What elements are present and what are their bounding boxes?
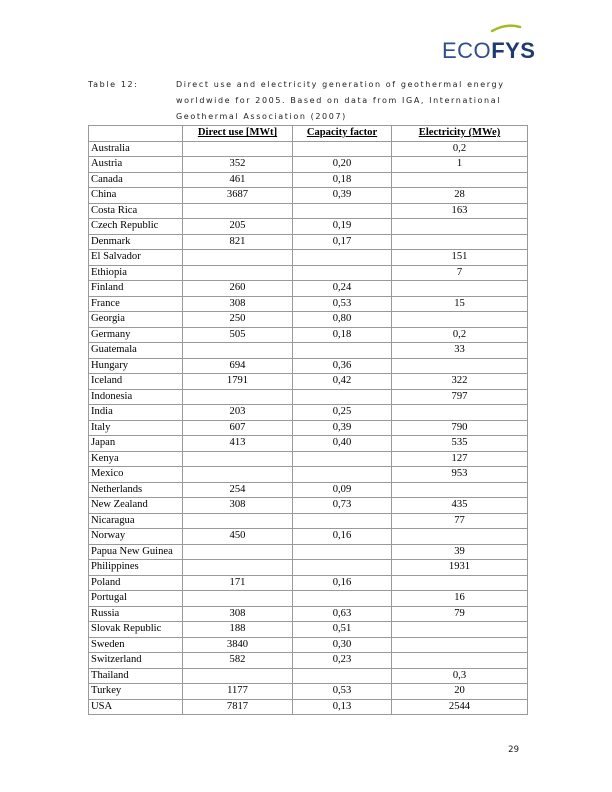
table-row — [89, 513, 528, 529]
cell-direct-use: 461 — [183, 172, 293, 188]
table-row — [89, 157, 528, 173]
cell-country: Norway — [89, 529, 183, 545]
cell-direct-use: 203 — [183, 405, 293, 421]
cell-direct-use: 308 — [183, 296, 293, 312]
cell-capacity-factor: 0,09 — [293, 482, 392, 498]
cell-capacity-factor: 0,17 — [293, 234, 392, 250]
cell-country: China — [89, 188, 183, 204]
table-row — [89, 265, 528, 281]
table-row — [89, 467, 528, 483]
cell-country: Ethiopia — [89, 265, 183, 281]
table-row — [89, 575, 528, 591]
cell-country: Thailand — [89, 668, 183, 684]
cell-direct-use: 188 — [183, 622, 293, 638]
cell-country: Indonesia — [89, 389, 183, 405]
cell-electricity — [392, 575, 528, 591]
cell-direct-use — [183, 544, 293, 560]
brand-part1: ECO — [442, 38, 492, 63]
cell-electricity: 0,3 — [392, 668, 528, 684]
cell-electricity: 127 — [392, 451, 528, 467]
table-body — [89, 141, 528, 715]
cell-direct-use: 1177 — [183, 684, 293, 700]
table-row — [89, 591, 528, 607]
cell-electricity: 79 — [392, 606, 528, 622]
cell-capacity-factor — [293, 389, 392, 405]
cell-electricity: 790 — [392, 420, 528, 436]
cell-capacity-factor: 0,42 — [293, 374, 392, 390]
cell-electricity — [392, 482, 528, 498]
cell-capacity-factor: 0,16 — [293, 575, 392, 591]
cell-electricity: 435 — [392, 498, 528, 514]
cell-electricity: 15 — [392, 296, 528, 312]
table-row — [89, 296, 528, 312]
cell-electricity — [392, 172, 528, 188]
cell-electricity: 0,2 — [392, 327, 528, 343]
cell-electricity — [392, 653, 528, 669]
table-row — [89, 544, 528, 560]
cell-direct-use: 821 — [183, 234, 293, 250]
cell-country: Germany — [89, 327, 183, 343]
cell-direct-use — [183, 560, 293, 576]
cell-direct-use — [183, 203, 293, 219]
cell-capacity-factor: 0,24 — [293, 281, 392, 297]
cell-direct-use: 260 — [183, 281, 293, 297]
cell-capacity-factor: 0,73 — [293, 498, 392, 514]
cell-country: Italy — [89, 420, 183, 436]
table-row — [89, 420, 528, 436]
table-caption — [88, 77, 528, 125]
cell-direct-use: 413 — [183, 436, 293, 452]
cell-country: Russia — [89, 606, 183, 622]
cell-direct-use — [183, 451, 293, 467]
table-row — [89, 451, 528, 467]
brand-part2: FYS — [491, 38, 536, 63]
col-header-electricity: Electricity (MWe) — [392, 126, 528, 142]
cell-capacity-factor — [293, 544, 392, 560]
cell-electricity — [392, 637, 528, 653]
cell-capacity-factor: 0,40 — [293, 436, 392, 452]
cell-capacity-factor: 0,53 — [293, 296, 392, 312]
cell-capacity-factor — [293, 591, 392, 607]
table-row — [89, 281, 528, 297]
cell-country: India — [89, 405, 183, 421]
cell-electricity: 151 — [392, 250, 528, 266]
cell-direct-use — [183, 467, 293, 483]
cell-country: Austria — [89, 157, 183, 173]
cell-direct-use — [183, 513, 293, 529]
cell-country: Portugal — [89, 591, 183, 607]
cell-country: Guatemala — [89, 343, 183, 359]
table-row — [89, 203, 528, 219]
table-row — [89, 653, 528, 669]
cell-country: Poland — [89, 575, 183, 591]
cell-capacity-factor: 0,36 — [293, 358, 392, 374]
cell-direct-use: 3840 — [183, 637, 293, 653]
cell-electricity: 953 — [392, 467, 528, 483]
cell-direct-use: 582 — [183, 653, 293, 669]
col-header-country — [89, 126, 183, 142]
cell-direct-use: 505 — [183, 327, 293, 343]
cell-direct-use — [183, 265, 293, 281]
cell-country: Georgia — [89, 312, 183, 328]
table-row — [89, 327, 528, 343]
cell-direct-use: 352 — [183, 157, 293, 173]
cell-capacity-factor — [293, 203, 392, 219]
cell-direct-use — [183, 591, 293, 607]
cell-electricity — [392, 219, 528, 235]
table-row — [89, 436, 528, 452]
cell-electricity — [392, 234, 528, 250]
cell-direct-use: 205 — [183, 219, 293, 235]
table-row — [89, 250, 528, 266]
cell-country: France — [89, 296, 183, 312]
cell-country: USA — [89, 699, 183, 715]
cell-country: Costa Rica — [89, 203, 183, 219]
cell-electricity: 33 — [392, 343, 528, 359]
cell-capacity-factor — [293, 265, 392, 281]
cell-electricity: 322 — [392, 374, 528, 390]
cell-electricity: 20 — [392, 684, 528, 700]
cell-electricity: 16 — [392, 591, 528, 607]
cell-electricity: 0,2 — [392, 141, 528, 157]
cell-capacity-factor: 0,19 — [293, 219, 392, 235]
table-row — [89, 312, 528, 328]
cell-direct-use: 308 — [183, 498, 293, 514]
cell-electricity: 39 — [392, 544, 528, 560]
cell-capacity-factor: 0,25 — [293, 405, 392, 421]
cell-country: Switzerland — [89, 653, 183, 669]
cell-capacity-factor — [293, 668, 392, 684]
cell-capacity-factor: 0,23 — [293, 653, 392, 669]
cell-capacity-factor — [293, 141, 392, 157]
table-row — [89, 141, 528, 157]
table-row — [89, 668, 528, 684]
cell-capacity-factor — [293, 451, 392, 467]
cell-country: Nicaragua — [89, 513, 183, 529]
cell-electricity — [392, 281, 528, 297]
cell-electricity — [392, 529, 528, 545]
cell-capacity-factor — [293, 467, 392, 483]
svg-text:ECOFYS — [442, 38, 535, 63]
cell-direct-use: 3687 — [183, 188, 293, 204]
cell-electricity: 2544 — [392, 699, 528, 715]
col-header-capacity-factor: Capacity factor — [293, 126, 392, 142]
cell-country: Czech Republic — [89, 219, 183, 235]
logo-arc — [492, 26, 520, 31]
table-row — [89, 188, 528, 204]
cell-capacity-factor: 0,39 — [293, 420, 392, 436]
caption-label: Table 12: — [88, 80, 139, 89]
cell-direct-use — [183, 141, 293, 157]
cell-direct-use: 607 — [183, 420, 293, 436]
cell-direct-use: 450 — [183, 529, 293, 545]
cell-direct-use — [183, 668, 293, 684]
cell-country: Canada — [89, 172, 183, 188]
cell-electricity — [392, 312, 528, 328]
cell-capacity-factor: 0,80 — [293, 312, 392, 328]
ecofys-logo-graphic — [440, 22, 536, 66]
cell-country: Sweden — [89, 637, 183, 653]
cell-electricity: 1931 — [392, 560, 528, 576]
cell-country: Slovak Republic — [89, 622, 183, 638]
table-row — [89, 389, 528, 405]
cell-capacity-factor: 0,18 — [293, 172, 392, 188]
geothermal-table — [88, 125, 528, 715]
cell-country: Netherlands — [89, 482, 183, 498]
cell-capacity-factor — [293, 560, 392, 576]
cell-electricity: 163 — [392, 203, 528, 219]
col-header-direct-use: Direct use [MWt] — [183, 126, 293, 142]
cell-direct-use: 171 — [183, 575, 293, 591]
cell-country: Philippines — [89, 560, 183, 576]
cell-direct-use — [183, 250, 293, 266]
table-row — [89, 498, 528, 514]
table-row — [89, 405, 528, 421]
cell-electricity: 7 — [392, 265, 528, 281]
table-row — [89, 219, 528, 235]
cell-electricity: 77 — [392, 513, 528, 529]
table-row — [89, 699, 528, 715]
table-row — [89, 684, 528, 700]
cell-direct-use: 254 — [183, 482, 293, 498]
cell-electricity: 535 — [392, 436, 528, 452]
cell-capacity-factor: 0,18 — [293, 327, 392, 343]
caption-text: Direct use and electricity generation of geothermal energy worldwide for 2005. Based on data from IGA, International Geothermal Association (2007) — [176, 80, 505, 121]
cell-direct-use: 250 — [183, 312, 293, 328]
table-row — [89, 482, 528, 498]
cell-country: Iceland — [89, 374, 183, 390]
table-row — [89, 560, 528, 576]
cell-capacity-factor: 0,30 — [293, 637, 392, 653]
cell-country: Turkey — [89, 684, 183, 700]
table-row — [89, 529, 528, 545]
cell-electricity: 28 — [392, 188, 528, 204]
table-row — [89, 172, 528, 188]
cell-capacity-factor: 0,13 — [293, 699, 392, 715]
cell-direct-use — [183, 389, 293, 405]
table-row — [89, 374, 528, 390]
cell-direct-use: 694 — [183, 358, 293, 374]
cell-direct-use: 308 — [183, 606, 293, 622]
table-row — [89, 637, 528, 653]
cell-country: Finland — [89, 281, 183, 297]
cell-country: Kenya — [89, 451, 183, 467]
cell-direct-use — [183, 343, 293, 359]
table-row — [89, 622, 528, 638]
cell-capacity-factor: 0,51 — [293, 622, 392, 638]
table-row — [89, 343, 528, 359]
table-row — [89, 606, 528, 622]
cell-capacity-factor: 0,20 — [293, 157, 392, 173]
cell-country: Hungary — [89, 358, 183, 374]
cell-capacity-factor — [293, 513, 392, 529]
cell-capacity-factor: 0,16 — [293, 529, 392, 545]
cell-country: Denmark — [89, 234, 183, 250]
cell-capacity-factor — [293, 343, 392, 359]
cell-direct-use: 1791 — [183, 374, 293, 390]
cell-electricity — [392, 405, 528, 421]
table-header-row — [89, 126, 528, 142]
cell-capacity-factor — [293, 250, 392, 266]
cell-capacity-factor: 0,53 — [293, 684, 392, 700]
cell-capacity-factor: 0,39 — [293, 188, 392, 204]
table-row — [89, 234, 528, 250]
cell-country: Japan — [89, 436, 183, 452]
cell-country: Papua New Guinea — [89, 544, 183, 560]
cell-country: El Salvador — [89, 250, 183, 266]
cell-electricity: 1 — [392, 157, 528, 173]
cell-country: Mexico — [89, 467, 183, 483]
cell-electricity — [392, 358, 528, 374]
cell-capacity-factor: 0,63 — [293, 606, 392, 622]
ecofys-logo — [440, 22, 536, 66]
cell-country: Australia — [89, 141, 183, 157]
cell-direct-use: 7817 — [183, 699, 293, 715]
cell-electricity: 797 — [392, 389, 528, 405]
page-number: 29 — [508, 745, 519, 755]
table-row — [89, 358, 528, 374]
cell-electricity — [392, 622, 528, 638]
cell-country: New Zealand — [89, 498, 183, 514]
